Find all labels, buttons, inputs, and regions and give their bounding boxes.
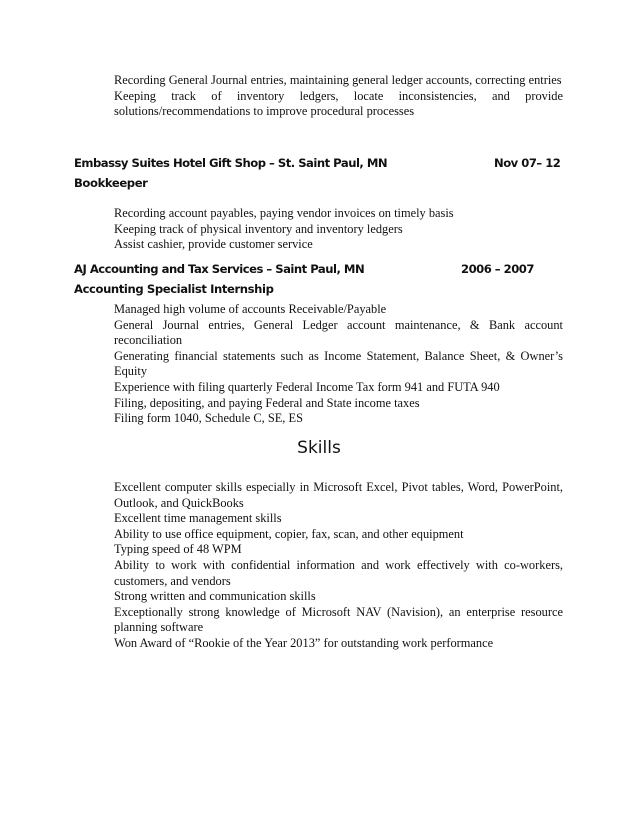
job-role: Accounting Specialist Internship <box>74 282 274 296</box>
skill-item: Won Award of “Rookie of the Year 2013” for outstanding work performance <box>114 635 494 650</box>
embassy-duties <box>114 206 563 253</box>
skill-item: Exceptionally strong knowledge of Microsoft NAV (Navision), an enterprise resource planning software <box>114 604 563 635</box>
duty-item: Managed high volume of accounts Receivable/Payable <box>114 302 387 316</box>
duty-item: Filing form 1040, Schedule C, SE, ES <box>114 411 303 426</box>
prior-job-duties <box>114 73 563 120</box>
skill-item: Ability to work with confidential information and work effectively with co-workers, customers, and vendors <box>114 557 563 588</box>
duty-item: Recording General Journal entries, maintaining general ledger accounts, correcting entries <box>114 73 562 87</box>
job-employer: Embassy Suites Hotel Gift Shop – St. Saint Paul, MN <box>74 156 388 170</box>
job-dates: 2006 – 2007 <box>461 262 534 276</box>
skill-item: Ability to use office equipment, copier, fax, scan, and other equipment <box>114 526 464 541</box>
skill-item: Excellent computer skills especially in Microsoft Excel, Pivot tables, Word, PowerPoint, Outlook, and QuickBooks <box>114 480 563 510</box>
job-employer: AJ Accounting and Tax Services – Saint Paul, MN <box>74 262 365 276</box>
skills-heading: Skills <box>297 438 341 458</box>
duty-item: General Journal entries, General Ledger account maintenance, & Bank account reconciliation <box>114 317 563 348</box>
job-embassy-suites <box>74 153 574 193</box>
skill-item: Excellent time management skills <box>114 511 282 526</box>
job-dates: Nov 07– 12 <box>494 156 561 170</box>
duty-item: Generating financial statements such as Income Statement, Balance Sheet, & Owner’s Equity <box>114 348 563 379</box>
duty-item: Experience with filing quarterly Federal Income Tax form 941 and FUTA 940 <box>114 379 500 394</box>
duty-item: Keeping track of inventory ledgers, locate inconsistencies, and provide solutions/recommendations to improve procedural processes <box>114 88 563 119</box>
duty-item: Recording account payables, paying vendor invoices on timely basis <box>114 206 454 220</box>
job-aj-accounting <box>74 259 574 299</box>
duty-item: Assist cashier, provide customer service <box>114 237 313 252</box>
job-role: Bookkeeper <box>74 176 148 190</box>
aj-accounting-duties <box>114 302 563 427</box>
skills-list <box>114 480 563 652</box>
duty-item: Filing, depositing, and paying Federal and State income taxes <box>114 395 420 410</box>
skill-item: Typing speed of 48 WPM <box>114 542 242 557</box>
skill-item: Strong written and communication skills <box>114 589 316 604</box>
duty-item: Keeping track of physical inventory and inventory ledgers <box>114 221 403 236</box>
